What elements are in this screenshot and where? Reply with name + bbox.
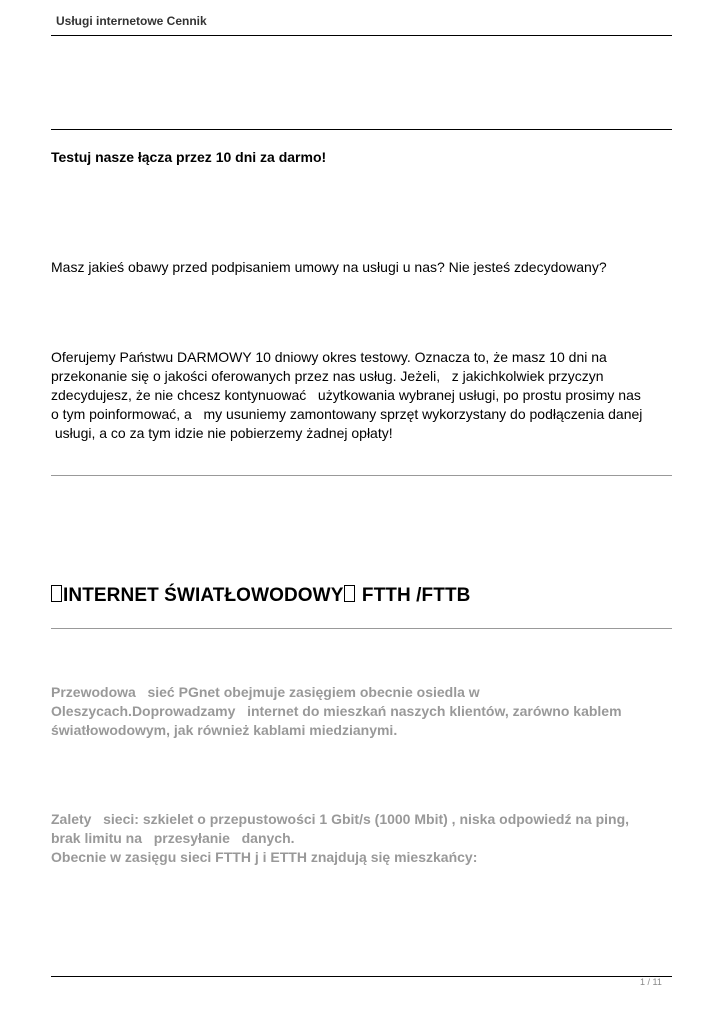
page-header-title: Usługi internetowe Cennik	[56, 14, 207, 28]
footer-divider	[51, 976, 672, 977]
text-line: światłowodowym, jak również kablami miedzianymi.	[51, 722, 398, 738]
page-number: 1 / 11	[640, 977, 662, 987]
trial-question: Masz jakieś obawy przed podpisaniem umowy na usługi u nas? Nie jesteś zdecydowany?	[51, 259, 607, 275]
section-divider	[51, 475, 672, 476]
trial-offer-paragraph	[51, 348, 676, 443]
text-line: Zalety sieci: szkielet o przepustowości 1 Gbit/s (1000 Mbit) , niska odpowiedź na ping,	[51, 811, 630, 827]
text-line: Oferujemy Państwu DARMOWY 10 dniowy okres testowy. Oznacza to, że masz 10 dni na	[51, 349, 607, 365]
missing-glyph-box	[51, 585, 62, 602]
fiber-intro-paragraph	[51, 683, 676, 740]
section-divider	[51, 129, 672, 130]
fiber-features-paragraph	[51, 810, 676, 867]
fiber-title-main: INTERNET ŚWIATŁOWODOWY	[63, 585, 344, 606]
text-line: Obecnie w zasięgu sieci FTTH j i ETTH znajdują się mieszkańcy:	[51, 849, 478, 865]
text-line: brak limitu na przesyłanie danych.	[51, 830, 295, 846]
fiber-section-title	[51, 585, 471, 607]
header-divider	[51, 35, 672, 36]
text-line: Oleszycach.Doprowadzamy internet do mieszkań naszych klientów, zarówno kablem	[51, 703, 622, 719]
trial-heading: Testuj nasze łącza przez 10 dni za darmo!	[51, 149, 327, 165]
text-line: Przewodowa sieć PGnet obejmuje zasięgiem obecnie osiedla w	[51, 684, 480, 700]
text-line: przekonanie się o jakości oferowanych przez nas usług. Jeżeli, z jakichkolwiek przyczyn	[51, 368, 604, 384]
text-line: o tym poinformować, a my usuniemy zamontowany sprzęt wykorzystany do podłączenia danej	[51, 406, 643, 422]
missing-glyph-box	[344, 585, 355, 602]
text-line: zdecydujesz, że nie chcesz kontynuować użytkowania wybranej usługi, po prostu prosimy nas	[51, 387, 641, 403]
section-divider	[51, 628, 672, 629]
text-line: usługi, a co za tym idzie nie pobierzemy żadnej opłaty!	[51, 425, 393, 441]
fiber-title-tail: FTTH /FTTB	[356, 585, 471, 606]
